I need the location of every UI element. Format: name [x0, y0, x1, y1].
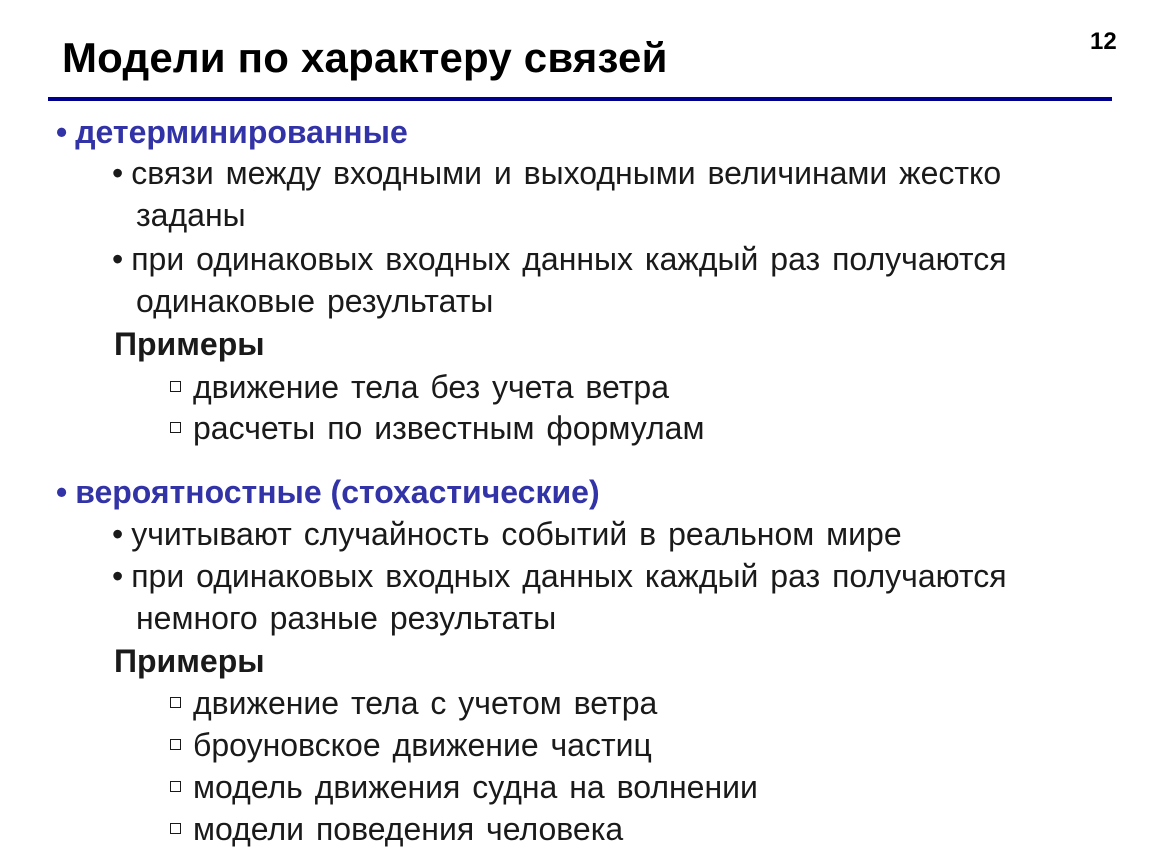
list-item-continuation: одинаковые результаты: [136, 283, 494, 319]
checkbox-square-icon: [170, 823, 181, 834]
list-item-text: связи между входными и выходными величинами жестко: [131, 155, 1002, 191]
example-item-text: движение тела с учетом ветра: [193, 685, 658, 721]
bullet-dot-icon: •: [112, 516, 124, 552]
list-item: [112, 241, 1007, 277]
bullet-dot-icon: •: [56, 474, 68, 510]
example-item: [170, 685, 657, 721]
list-item: [112, 155, 1001, 191]
section-heading-text: детерминированные: [75, 114, 408, 150]
bullet-dot-icon: •: [112, 558, 124, 594]
examples-label: Примеры: [114, 643, 265, 679]
section-heading: [56, 114, 408, 150]
example-item: [170, 410, 704, 446]
list-item-text: при одинаковых входных данных каждый раз получаются: [131, 241, 1007, 277]
checkbox-square-icon: [170, 739, 181, 750]
example-item-text: движение тела без учета ветра: [193, 369, 670, 405]
bullet-dot-icon: •: [56, 114, 68, 150]
title-underline: [48, 97, 1112, 101]
examples-label: Примеры: [114, 326, 265, 362]
example-item-text: модель движения судна на волнении: [193, 769, 758, 805]
example-item: [170, 369, 669, 405]
bullet-dot-icon: •: [112, 155, 124, 191]
section-heading: [56, 474, 600, 510]
list-item-text: учитывают случайность событий в реальном мире: [131, 516, 902, 552]
list-item-text: при одинаковых входных данных каждый раз получаются: [131, 558, 1007, 594]
list-item-continuation: заданы: [136, 197, 246, 233]
checkbox-square-icon: [170, 781, 181, 792]
slide-number: 12: [1090, 28, 1117, 55]
checkbox-square-icon: [170, 422, 181, 433]
checkbox-square-icon: [170, 697, 181, 708]
example-item: [170, 769, 758, 805]
example-item-text: модели поведения человека: [193, 811, 624, 847]
list-item: [112, 516, 902, 552]
example-item: [170, 811, 623, 847]
section-heading-text: вероятностные (стохастические): [75, 474, 600, 510]
bullet-dot-icon: •: [112, 241, 124, 277]
list-item: [112, 558, 1007, 594]
list-item-continuation: немного разные результаты: [136, 600, 557, 636]
example-item: [170, 727, 652, 763]
example-item-text: расчеты по известным формулам: [193, 410, 705, 446]
slide-title: Модели по характеру связей: [62, 34, 668, 81]
checkbox-square-icon: [170, 381, 181, 392]
example-item-text: броуновское движение частиц: [193, 727, 652, 763]
